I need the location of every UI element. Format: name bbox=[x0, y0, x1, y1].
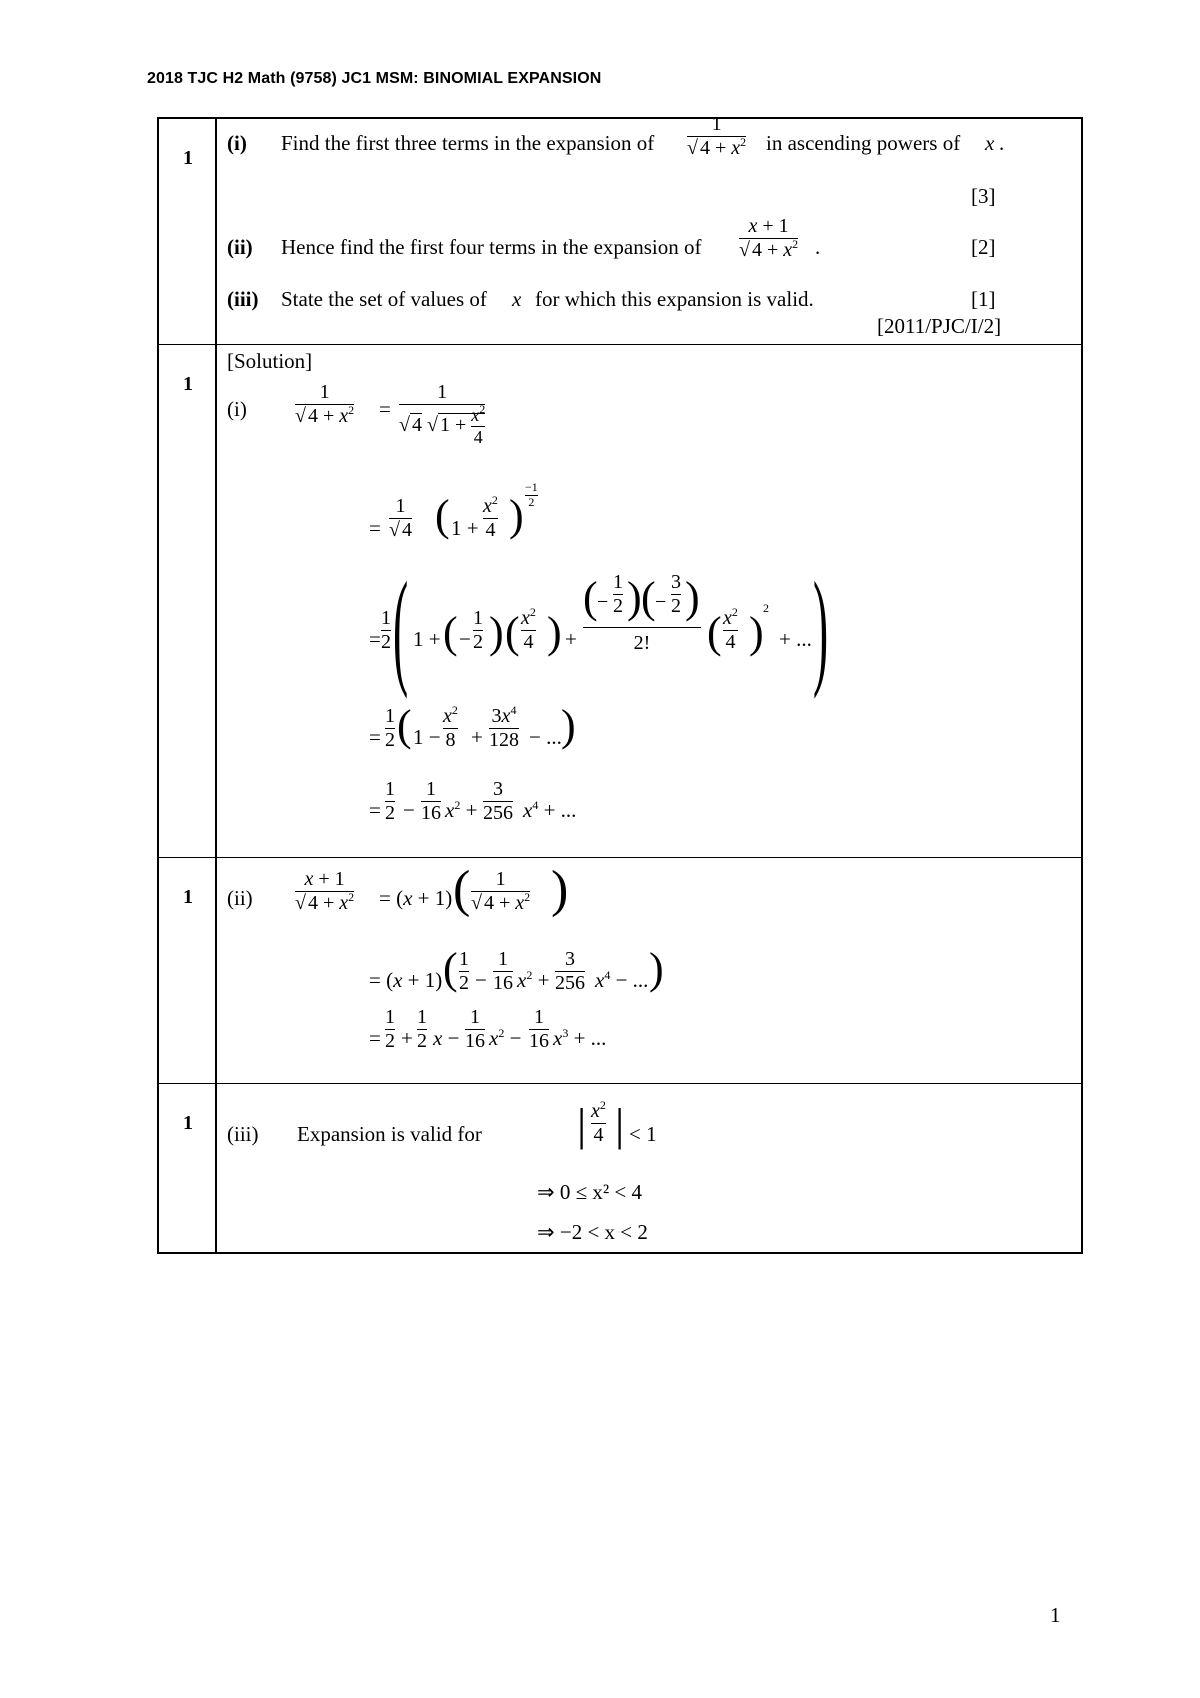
sol-i-line3-dots: + ... bbox=[779, 627, 812, 651]
sol-i-line3-xfrac2: $\frac{x^2}{4}$ bbox=[723, 605, 738, 653]
sol-ii-eq3: = bbox=[369, 1026, 381, 1050]
sol-iii-abs-right: | bbox=[615, 1099, 625, 1150]
solution-i-label: (i) bbox=[227, 397, 247, 421]
sol-i-line3-sq: 2 bbox=[763, 601, 769, 615]
part-i-marks: [3] bbox=[971, 184, 996, 208]
solution-ii-row bbox=[159, 857, 1081, 1083]
sol-ii-line1-lparen: ( bbox=[453, 861, 471, 918]
sol-i-line3-xfrac1: $\frac{x^2}{4}$ bbox=[521, 605, 536, 653]
sol-i-line2-lparen: ( bbox=[435, 491, 450, 540]
part-i-var: x bbox=[985, 131, 995, 155]
sol-ii-line2-lparen: ( bbox=[443, 944, 458, 993]
sol-i-eq4: = bbox=[369, 725, 381, 749]
sol-i-line4-half: $\frac{1}{2}$ bbox=[385, 705, 395, 751]
part-i-text-b: in ascending powers of bbox=[766, 131, 961, 155]
sol-ii-inner-frac: $\frac{1}{√ 4 + x^2}$ bbox=[471, 868, 531, 914]
sol-i-line3-half: $\frac{1}{2}$ bbox=[381, 607, 391, 653]
sol-i-line3-rbig: ) bbox=[813, 556, 829, 700]
sol-iii-line2: ⇒ 0 ≤ x² < 4 bbox=[537, 1180, 643, 1204]
sol-i-lhs-frac: $\frac{1}{√ 4 + x^2}$ bbox=[295, 381, 355, 427]
part-iii-marks: [1] bbox=[971, 287, 996, 311]
sol-iii-abs-frac: $\frac{x^2}{4}$ bbox=[591, 1098, 606, 1146]
sol-i-line2-xfrac: $\frac{x^2}{4}$ bbox=[483, 493, 498, 541]
sol-ii-eq2: = (x + 1) bbox=[369, 968, 443, 992]
part-ii-frac-num: x + 1 bbox=[748, 215, 789, 237]
sol-i-line3-p2: ) bbox=[489, 608, 504, 657]
sol-ii-line3-x: x − bbox=[433, 1026, 460, 1050]
sol-ii-line3-half2: $\frac{1}{2}$ bbox=[417, 1006, 427, 1052]
part-ii-fraction: $\frac{x + 1}{√ 4 + x^2}$ bbox=[739, 215, 799, 261]
sol-ii-line2-x2: $x^2$ + bbox=[517, 968, 550, 992]
solution-iii-row bbox=[159, 1083, 1081, 1252]
sol-i-line3-bigfrac: ( − 1 2 ) ( − 3 2 ) 2! bbox=[583, 571, 700, 654]
sol-ii-line3-half1: $\frac{1}{2}$ bbox=[385, 1006, 395, 1052]
sol-i-eq5: = bbox=[369, 798, 381, 822]
solution-i-number: 1 bbox=[183, 373, 193, 395]
sol-i-line4-xfrac: $\frac{x^2}{8}$ bbox=[443, 703, 458, 751]
question-row bbox=[159, 113, 1081, 344]
solution-i-number-cell bbox=[159, 345, 217, 857]
sol-i-eq3: = bbox=[369, 627, 381, 651]
page-number: 1 bbox=[1050, 1603, 1061, 1627]
part-iii-text-b: for which this expansion is valid. bbox=[535, 287, 814, 311]
solution-iii-number-cell bbox=[159, 1084, 217, 1252]
sol-i-line4-plus: + bbox=[471, 725, 483, 749]
solution-iii-label: (iii) bbox=[227, 1122, 259, 1146]
sol-ii-line2-rparen: ) bbox=[649, 944, 664, 993]
sol-i-eq1: = bbox=[379, 397, 391, 421]
sol-i-line4-rparen: ) bbox=[561, 701, 576, 750]
part-iii-var: x bbox=[512, 287, 522, 311]
part-i-frac-num: 1 bbox=[711, 113, 722, 135]
part-i-label: (i) bbox=[227, 131, 247, 155]
sol-ii-line3-sixteenth1: $\frac{1}{16}$ bbox=[465, 1006, 485, 1052]
solution-ii-number: 1 bbox=[183, 886, 193, 908]
sol-ii-line3-x3: $x^3$ + ... bbox=[553, 1026, 607, 1050]
sol-i-line3-p1: ( bbox=[443, 608, 458, 657]
part-iii-text-a: State the set of values of bbox=[281, 287, 487, 311]
sol-i-line5-x2: $x^2$ + bbox=[445, 798, 478, 822]
sol-i-line2-exponent: $\frac{-1}{2}$ bbox=[525, 480, 538, 509]
question-source: [2011/PJC/I/2] bbox=[877, 314, 1002, 338]
sol-i-line2-one-plus: 1 + bbox=[451, 516, 479, 540]
solution-ii-label: (ii) bbox=[227, 886, 253, 910]
sol-ii-line2-half: $\frac{1}{2}$ bbox=[459, 948, 469, 994]
sol-ii-line2-sixteenth: $\frac{1}{16}$ bbox=[493, 948, 513, 994]
solution-heading: [Solution] bbox=[227, 349, 313, 373]
solution-ii-number-cell bbox=[159, 858, 217, 1083]
sol-i-line3-lbig: ( bbox=[393, 556, 409, 700]
sol-i-line4-dots: − ... bbox=[529, 725, 562, 749]
sol-ii-eq1: = (x + 1) bbox=[379, 886, 453, 910]
sol-i-line3-one-plus: 1 + bbox=[413, 627, 441, 651]
sol-i-line4-lparen: ( bbox=[397, 701, 412, 750]
sol-ii-line2-minus: − bbox=[475, 968, 487, 992]
part-ii-period: . bbox=[815, 235, 821, 259]
sol-i-line5-x4: $x^4$ + ... bbox=[523, 798, 577, 822]
sol-ii-line1-rparen: ) bbox=[551, 861, 569, 918]
sol-i-line3-p6: ) bbox=[749, 608, 764, 657]
sol-i-line3-plus: + bbox=[565, 627, 577, 651]
sol-i-line5-minus: − bbox=[403, 798, 415, 822]
sol-i-line4-3x4frac: $\frac{3x^4}{128}$ bbox=[489, 703, 519, 751]
sol-ii-line3-plus: + bbox=[401, 1026, 413, 1050]
part-i-fraction: $\frac{1}{√ 4 + x^2}$ bbox=[687, 113, 747, 159]
sol-i-line3-half2: $\frac{1}{2}$ bbox=[473, 607, 483, 653]
sol-i-line3-p3: ( bbox=[505, 608, 520, 657]
part-iii-label: (iii) bbox=[227, 287, 259, 311]
part-i-period: . bbox=[999, 131, 1005, 155]
part-ii-label: (ii) bbox=[227, 235, 253, 259]
part-ii-text: Hence find the first four terms in the expansion of bbox=[281, 235, 702, 259]
solution-iii-number: 1 bbox=[183, 1112, 193, 1134]
sol-ii-lhs-frac: $\frac{x + 1}{√ 4 + x^2}$ bbox=[295, 868, 355, 914]
sol-ii-line2-x4: $x^4$ − ... bbox=[595, 968, 649, 992]
sol-i-line2-frac: $\frac{1}{√ 4}$ bbox=[389, 495, 412, 541]
sol-ii-line3-sixteenth2: $\frac{1}{16}$ bbox=[529, 1006, 549, 1052]
sol-i-line4-one: 1 − bbox=[413, 725, 441, 749]
sol-iii-line3: ⇒ −2 < x < 2 bbox=[537, 1220, 648, 1244]
sol-i-line3-minus1: − bbox=[459, 627, 471, 651]
solution-i-row bbox=[159, 344, 1081, 857]
part-i-text-a: Find the first three terms in the expansion of bbox=[281, 131, 655, 155]
sol-i-eq2: = bbox=[369, 516, 381, 540]
question-number: 1 bbox=[183, 147, 193, 169]
sol-iii-abs-left: | bbox=[577, 1099, 587, 1150]
page-header: 2018 TJC H2 Math (9758) JC1 MSM: BINOMIAL EXPANSION bbox=[147, 70, 602, 87]
sol-i-line5-3over256: $\frac{3}{256}$ bbox=[483, 778, 513, 824]
sol-i-line3-p4: ) bbox=[547, 608, 562, 657]
question-number-cell bbox=[159, 119, 217, 344]
sol-i-line2-rparen: ) bbox=[509, 491, 524, 540]
sol-i-line3-p5: ( bbox=[707, 608, 722, 657]
part-ii-marks: [2] bbox=[971, 235, 996, 259]
question-table bbox=[157, 113, 1083, 1254]
sol-i-rhs-frac: 1 √ 4 √ 1 + $\frac{x^2}{4}$ bbox=[399, 381, 486, 447]
sol-iii-text: Expansion is valid for bbox=[297, 1122, 482, 1146]
sol-i-line5-sixteenth: $\frac{1}{16}$ bbox=[421, 778, 441, 824]
sol-ii-line2-3over256: $\frac{3}{256}$ bbox=[555, 948, 585, 994]
sol-i-line5-half: $\frac{1}{2}$ bbox=[385, 778, 395, 824]
sol-ii-line3-x2: $x^2$ − bbox=[489, 1026, 522, 1050]
sol-iii-lt1: < 1 bbox=[629, 1122, 657, 1146]
